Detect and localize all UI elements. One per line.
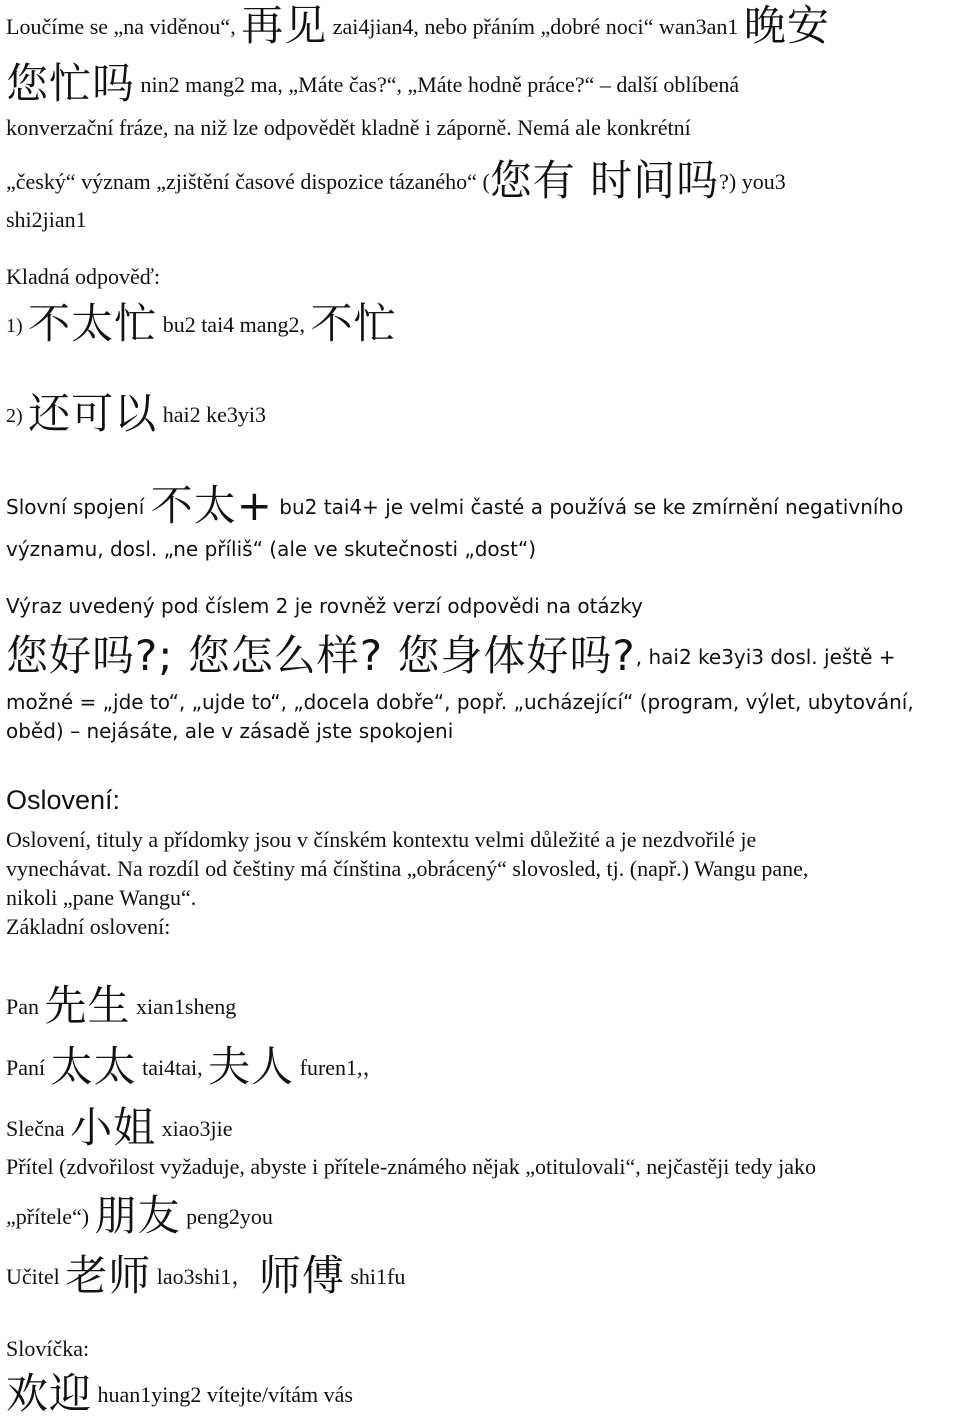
p2-line-1: Slovní spojení 不太+ bu2 tai4+ je velmi časté a používá se ke zmírnění negativního xyxy=(6,481,904,530)
term-slecna: Slečna 小姐 xiao3jie xyxy=(6,1103,233,1152)
oslo-line-3: nikoli „pane Wangu“. xyxy=(6,885,197,910)
answer-2: 2) 还可以 hai2 ke3yi3 xyxy=(6,389,266,438)
cjk-you-shijian: 您有 时间吗 xyxy=(489,156,720,205)
cjk-taitai: 太太 xyxy=(50,1042,137,1091)
vocab-huanying: 欢迎 huan1ying2 vítejte/vítám vás xyxy=(6,1369,353,1418)
p3-line-2: 您好吗?; 您怎么样? 您身体好吗?, hai2 ke3yi3 dosl. ještě + xyxy=(6,631,896,680)
section-heading-osloveni: Oslovení: xyxy=(6,785,121,815)
cjk-furen: 夫人 xyxy=(208,1042,295,1091)
cjk-butai-plus: 不太+ xyxy=(150,481,273,530)
term-pan: Pan 先生 xian1sheng xyxy=(6,981,237,1030)
cjk-wanan: 晚安 xyxy=(743,1,830,50)
term-pani: Paní 太太 tai4tai, 夫人 furen1,， xyxy=(6,1042,385,1091)
oslo-line-2: vynechávat. Na rozdíl od češtiny má čínština „obrácený“ slovosled, tj. (např.) Wangu pane, xyxy=(6,856,809,881)
term-pritel-line-2: „přítele“) 朋友 peng2you xyxy=(6,1191,273,1240)
cjk-butaimang: 不太忙 xyxy=(28,299,158,348)
p1-line-2: 您忙吗 nin2 mang2 ma, „Máte čas?“, „Máte hodně práce?“ – další oblíbená xyxy=(6,59,740,108)
oslo-line-1: Oslovení, tituly a přídomky jsou v čínském kontextu velmi důležité a je nezdvořilé je xyxy=(6,827,757,852)
oslo-line-4: Základní oslovení: xyxy=(6,914,171,939)
cjk-pengyou: 朋友 xyxy=(94,1191,181,1240)
cjk-xiaojie: 小姐 xyxy=(70,1103,157,1152)
cjk-xiansheng: 先生 xyxy=(44,981,131,1030)
answer-1: 1) 不太忙 bu2 tai4 mang2, 不忙 xyxy=(6,299,397,348)
p3-line-3: možné = „jde to“, „ujde to“, „docela dobře“, popř. „ucházející“ (program, výlet, ubytování, xyxy=(6,690,914,714)
cjk-laoshi: 老师 xyxy=(65,1251,152,1300)
p1-line-4: „český“ význam „zjištění časové dispozice tázaného“ (您有 时间吗?) you3 xyxy=(6,156,786,205)
term-pritel-line-1: Přítel (zdvořilost vyžaduje, abyste i přítele-známého nějak „otitulovali“, nejčastěji tedy jako xyxy=(6,1154,817,1179)
cjk-bumang: 不忙 xyxy=(310,299,397,348)
cjk-huanying: 欢迎 xyxy=(6,1369,93,1418)
p3-line-4: oběd) – nejásáte, ale v zásadě jste spokojeni xyxy=(6,719,454,743)
p1-line-1: Loučíme se „na viděnou“, 再见 zai4jian4, nebo přáním „dobré noci“ wan3an1 晚安 xyxy=(6,1,830,50)
p1-line-5: shi2jian1 xyxy=(6,207,87,232)
cjk-questions: 您好吗?; 您怎么样? 您身体好吗? xyxy=(6,631,636,680)
vocab-heading: Slovíčka: xyxy=(6,1336,90,1361)
p1-line-3: konverzační fráze, na niž lze odpovědět kladně i záporně. Nemá ale konkrétní xyxy=(6,115,691,140)
answers-heading: Kladná odpověď: xyxy=(6,264,161,289)
p3-line-1: Výraz uvedený pod číslem 2 je rovněž verzí odpovědi na otázky xyxy=(6,594,643,618)
cjk-shifu: 师傅 xyxy=(258,1251,345,1300)
cjk-nin-mang-ma: 您忙吗 xyxy=(6,59,136,108)
term-ucitel: Učitel 老师 lao3shi1， 师傅 shi1fu xyxy=(6,1251,406,1300)
cjk-zaijian: 再见 xyxy=(241,1,328,50)
cjk-haikeyi: 还可以 xyxy=(28,389,158,438)
p2-line-2: významu, dosl. „ne příliš“ (ale ve skutečnosti „dost“) xyxy=(6,537,537,561)
